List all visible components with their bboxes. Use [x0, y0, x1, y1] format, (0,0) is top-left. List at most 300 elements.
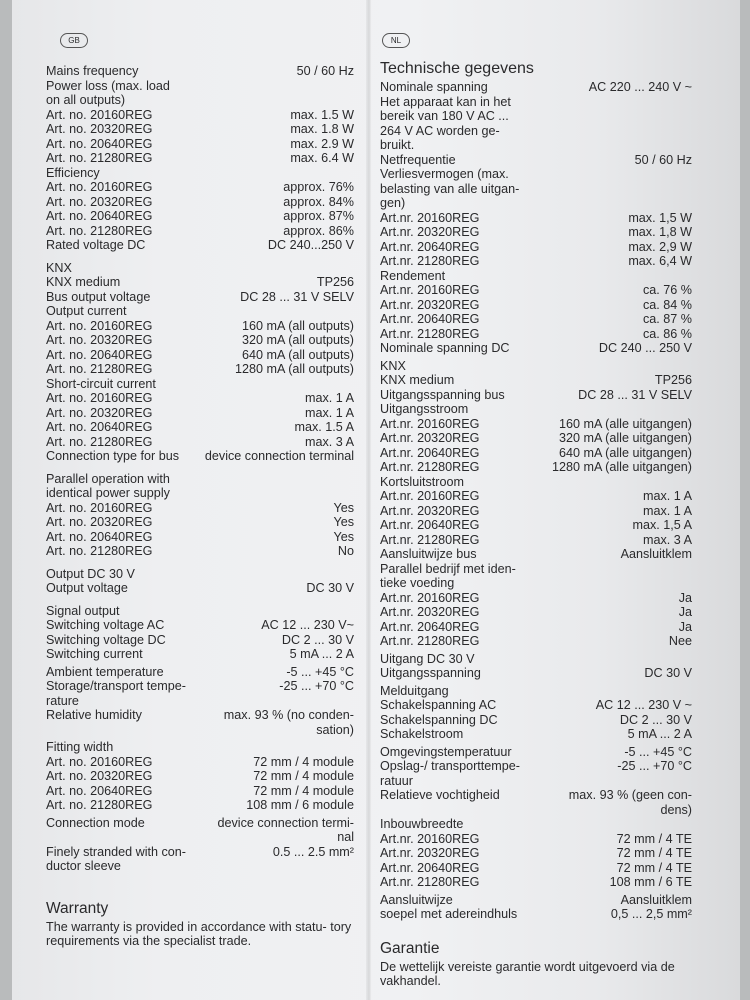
spec-value: max. 1,5 A — [632, 518, 692, 532]
spec-value: max. 1,8 W — [628, 225, 692, 239]
spec-value: max. 6,4 W — [628, 254, 692, 268]
spec-label: Relatieve vochtigheid — [380, 788, 500, 802]
spec-label: Nominale spanning DC — [380, 341, 510, 355]
spec-row — [46, 391, 354, 406]
spec-row — [380, 109, 692, 124]
spec-label: Rated voltage DC — [46, 238, 146, 252]
spec-row — [380, 907, 692, 922]
spec-label: tieke voeding — [380, 576, 455, 590]
spec-label: Switching voltage AC — [46, 618, 165, 632]
spec-row — [380, 846, 692, 861]
spec-value: TP256 — [654, 373, 692, 387]
spec-label: Rendement — [380, 268, 446, 283]
spec-value: 108 mm / 6 TE — [609, 875, 692, 889]
spec-row — [380, 652, 692, 667]
spec-value: DC 2 ... 30 V — [281, 632, 354, 647]
spec-value: dens) — [660, 802, 692, 817]
spec-row — [380, 875, 692, 890]
spec-row — [380, 576, 692, 591]
spec-row — [46, 544, 354, 559]
spec-value: Ja — [678, 590, 692, 605]
spec-value: max. 1 A — [643, 489, 692, 503]
spec-row — [380, 460, 692, 475]
spec-value: DC 2 ... 30 V — [619, 712, 692, 727]
spec-label: Art.nr. 20640REG — [380, 445, 480, 460]
spec-value: 72 mm / 4 TE — [616, 860, 692, 875]
spec-row — [46, 93, 354, 108]
spec-label: Art. no. 21280REG — [46, 434, 153, 449]
page-fold — [366, 0, 372, 1000]
spec-row — [380, 402, 692, 417]
spec-row — [380, 283, 692, 298]
spec-value: max. 1 A — [305, 391, 354, 405]
spec-label: Inbouwbreedte — [380, 817, 464, 831]
spec-row — [380, 373, 692, 388]
spec-label: Art. no. 20160REG — [46, 391, 153, 405]
spec-label: Opslag-/ transporttempe- — [380, 759, 520, 773]
spec-value: max. 1.5 A — [294, 420, 354, 434]
spec-row — [380, 803, 692, 818]
spec-label: Melduitgang — [380, 683, 449, 698]
spec-row — [46, 845, 354, 860]
spec-label: Output DC 30 V — [46, 566, 135, 581]
spec-value: 320 mA (alle uitgangen) — [558, 431, 692, 445]
spec-row — [46, 108, 354, 123]
spec-row — [380, 533, 692, 548]
spec-value: Yes — [333, 529, 354, 544]
spec-label: Omgevingstemperatuur — [380, 744, 512, 759]
spec-value: -25 ... +70 °C — [279, 679, 354, 693]
spec-row — [46, 79, 354, 94]
spec-row — [46, 319, 354, 334]
spec-row — [380, 446, 692, 461]
spec-value: ca. 84 % — [642, 297, 692, 312]
spec-label: Netfrequentie — [380, 152, 456, 167]
spacer — [46, 559, 354, 567]
spec-label: Art.nr. 21280REG — [380, 532, 480, 547]
spec-value: -5 ... +45 °C — [286, 664, 354, 679]
spec-value: max. 1 A — [643, 503, 692, 518]
spec-row — [46, 784, 354, 799]
spec-value: max. 93 % (no conden- — [223, 708, 354, 722]
spec-label: KNX medium — [380, 373, 455, 387]
spec-row — [380, 620, 692, 635]
spec-row — [380, 832, 692, 847]
spec-value: max. 6.4 W — [290, 151, 354, 165]
spec-label: Uitgang DC 30 V — [380, 651, 475, 666]
spec-row — [46, 755, 354, 770]
spec-row — [380, 698, 692, 713]
spec-label: Connection mode — [46, 815, 145, 830]
spec-row — [46, 665, 354, 680]
spec-row — [46, 769, 354, 784]
spec-value: 160 mA (all outputs) — [241, 318, 354, 333]
spec-value: Yes — [333, 515, 354, 529]
spec-row — [46, 618, 354, 633]
spec-label: Art.nr. 20160REG — [380, 489, 480, 503]
spec-value: -5 ... +45 °C — [624, 744, 692, 759]
spec-row — [380, 388, 692, 403]
spec-row — [46, 180, 354, 195]
spec-row — [380, 547, 692, 562]
spec-label: Art.nr. 20160REG — [380, 590, 480, 605]
spec-value: max. 1.8 W — [290, 122, 354, 136]
spec-label: Uitgangsstroom — [380, 402, 469, 416]
spec-label: Connection type for bus — [46, 449, 180, 463]
spec-label: Art.nr. 21280REG — [380, 634, 480, 648]
spec-value: max. 2,9 W — [628, 239, 692, 254]
spec-label: Aansluitwijze bus — [380, 547, 477, 561]
spec-value: approx. 84% — [283, 194, 354, 209]
spec-value: No — [337, 544, 354, 558]
spec-label: Art. no. 21280REG — [46, 223, 153, 238]
spec-label: Art. no. 20320REG — [46, 769, 153, 783]
spec-label: Schakelstroom — [380, 727, 464, 741]
garantie-heading: Garantie — [380, 939, 440, 957]
spec-label: Art. no. 20320REG — [46, 194, 153, 209]
spec-row — [380, 666, 692, 681]
spec-row — [380, 167, 692, 182]
language-badge-nl: NL — [382, 33, 410, 48]
spec-row — [46, 798, 354, 813]
spec-row — [380, 759, 692, 774]
spec-row — [380, 312, 692, 327]
spec-row — [46, 486, 354, 501]
spec-row — [380, 359, 692, 374]
spec-row — [380, 431, 692, 446]
spec-label: Art.nr. 20160REG — [380, 831, 480, 846]
spec-row — [46, 195, 354, 210]
spec-value: DC 30 V — [644, 666, 692, 680]
spec-label: ductor sleeve — [46, 859, 121, 873]
spacer — [46, 464, 354, 472]
spec-row — [46, 348, 354, 363]
spec-row — [46, 209, 354, 224]
spec-value: sation) — [316, 722, 354, 737]
spec-row — [46, 816, 354, 831]
spec-row — [380, 240, 692, 255]
spec-value: 72 mm / 4 module — [253, 783, 354, 798]
spec-row — [46, 501, 354, 516]
spec-label: Art.nr. 20320REG — [380, 431, 480, 445]
document-page — [12, 0, 740, 1000]
spec-value: Aansluitklem — [620, 892, 692, 907]
language-badge-gb: GB — [60, 33, 88, 48]
spec-row — [46, 633, 354, 648]
spec-label: on all outputs) — [46, 93, 126, 107]
spec-label: Kortsluitstroom — [380, 474, 464, 489]
spec-label: Efficiency — [46, 165, 100, 180]
warranty-text: The warranty is provided in accordance with statu- tory requirements via the specialist trade. — [46, 919, 352, 948]
spec-row — [46, 567, 354, 582]
spec-row — [46, 151, 354, 166]
spec-label: Het apparaat kan in het — [380, 94, 511, 109]
spec-label: Art. no. 20640REG — [46, 529, 153, 544]
spec-value: TP256 — [316, 275, 354, 289]
spec-label: Switching voltage DC — [46, 632, 166, 647]
spec-value: ca. 76 % — [642, 283, 692, 297]
spec-label: KNX — [46, 260, 72, 275]
spec-label: ratuur — [380, 773, 413, 788]
spec-label: Art. no. 20160REG — [46, 107, 153, 122]
spec-label: Art. no. 20160REG — [46, 754, 153, 769]
spec-value: Ja — [678, 605, 692, 619]
spec-value: max. 1 A — [305, 405, 354, 420]
spec-value: max. 93 % (geen con- — [568, 788, 692, 802]
spec-label: KNX — [380, 358, 406, 373]
spec-row — [46, 694, 354, 709]
spec-row — [380, 774, 692, 789]
spec-row — [380, 298, 692, 313]
spec-value: 160 mA (alle uitgangen) — [558, 416, 692, 431]
spec-value: Yes — [333, 500, 354, 515]
spec-label: Art. no. 21280REG — [46, 544, 153, 558]
spec-label: Art. no. 20320REG — [46, 333, 153, 347]
spec-row — [46, 708, 354, 723]
spec-value: max. 2.9 W — [290, 136, 354, 151]
spec-label: belasting van alle uitgan- — [380, 181, 520, 196]
spec-label: Art.nr. 21280REG — [380, 460, 480, 474]
spec-value: Nee — [668, 634, 692, 648]
spec-label: Art. no. 21280REG — [46, 151, 153, 165]
spec-row — [380, 417, 692, 432]
spec-row — [46, 472, 354, 487]
spec-value: AC 220 ... 240 V ~ — [588, 80, 692, 94]
spec-label: Uitgangsspanning — [380, 666, 481, 680]
spec-label: Signal output — [46, 603, 120, 618]
spec-row — [380, 562, 692, 577]
spec-label: Schakelspanning AC — [380, 698, 497, 712]
spec-row — [380, 80, 692, 95]
spec-value: max. 3 A — [305, 434, 354, 449]
spec-label: bruikt. — [380, 138, 415, 152]
column-english — [46, 64, 354, 949]
spec-value: 5 mA ... 2 A — [627, 727, 692, 741]
spec-label: Art. no. 20320REG — [46, 515, 153, 529]
spec-label: Nominale spanning — [380, 80, 488, 94]
spec-row — [46, 604, 354, 619]
spec-row — [380, 269, 692, 284]
spec-label: KNX medium — [46, 275, 121, 289]
spec-label: Fitting width — [46, 740, 114, 754]
spec-row — [380, 788, 692, 803]
spec-value: max. 3 A — [643, 532, 692, 547]
spec-value: max. 1,5 W — [628, 210, 692, 225]
spec-row — [46, 420, 354, 435]
spacer — [46, 596, 354, 604]
spec-label: Parallel operation with — [46, 471, 170, 486]
spec-value: Aansluitklem — [620, 547, 692, 561]
spec-row — [46, 64, 354, 79]
spec-row — [46, 166, 354, 181]
spec-label: Art. no. 20640REG — [46, 209, 153, 223]
spec-value: DC 240 ... 250 V — [598, 341, 692, 355]
spec-label: Art.nr. 20640REG — [380, 518, 480, 532]
spec-label: Mains frequency — [46, 64, 139, 78]
spec-value: 640 mA (all outputs) — [241, 347, 354, 362]
spec-row — [380, 518, 692, 533]
spec-label: Ambient temperature — [46, 664, 164, 679]
spec-value: 50 / 60 Hz — [634, 152, 692, 167]
spec-label: Art.nr. 20160REG — [380, 416, 480, 431]
spec-label: Uitgangsspanning bus — [380, 387, 505, 402]
spec-list-english — [46, 64, 354, 874]
spec-row — [380, 745, 692, 760]
spec-row — [380, 713, 692, 728]
spec-row — [380, 138, 692, 153]
spec-label: Art. no. 21280REG — [46, 798, 153, 812]
spec-value: DC 28 ... 31 V SELV — [240, 289, 354, 304]
spec-label: Parallel bedrijf met iden- — [380, 561, 516, 576]
spec-row — [46, 122, 354, 137]
spec-row — [46, 137, 354, 152]
spec-value: AC 12 ... 230 V~ — [261, 618, 354, 632]
spec-row — [46, 377, 354, 392]
spec-label: Art. no. 20640REG — [46, 136, 153, 151]
spec-label: 264 V AC worden ge- — [380, 123, 500, 138]
spec-value: 72 mm / 4 module — [253, 769, 354, 783]
spec-row — [380, 225, 692, 240]
spec-value: max. 1.5 W — [290, 107, 354, 122]
spec-row — [46, 515, 354, 530]
spec-label: Power loss (max. load — [46, 78, 170, 93]
spec-row — [380, 817, 692, 832]
spec-label: Short-circuit current — [46, 376, 156, 391]
spec-row — [46, 304, 354, 319]
spec-row — [46, 261, 354, 276]
spec-value: device connection terminal — [204, 449, 354, 463]
spec-label: Verliesvermogen (max. — [380, 167, 509, 181]
spec-row — [46, 740, 354, 755]
spec-row — [46, 238, 354, 253]
spec-label: Finely stranded with con- — [46, 844, 186, 859]
spec-value: 1280 mA (alle uitgangen) — [551, 460, 692, 474]
spec-row — [380, 504, 692, 519]
spec-value: 0,5 ... 2,5 mm² — [610, 907, 692, 921]
spec-row — [46, 581, 354, 596]
spec-label: Output voltage — [46, 581, 128, 595]
spec-row — [380, 861, 692, 876]
spec-row — [380, 893, 692, 908]
spec-row — [380, 684, 692, 699]
spec-row — [46, 679, 354, 694]
spec-row — [46, 290, 354, 305]
spec-label: Schakelspanning DC — [380, 712, 498, 727]
spec-row — [46, 449, 354, 464]
spec-value: 0.5 ... 2.5 mm² — [272, 844, 354, 859]
spec-value: DC 28 ... 31 V SELV — [578, 387, 692, 402]
spec-value: nal — [337, 830, 354, 844]
spec-row — [380, 124, 692, 139]
spec-label: Art.nr. 20320REG — [380, 846, 480, 860]
spec-value: 50 / 60 Hz — [296, 64, 354, 78]
spec-label: Art.nr. 20160REG — [380, 210, 480, 225]
spec-label: identical power supply — [46, 486, 170, 500]
spec-label: Art.nr. 21280REG — [380, 875, 480, 889]
spec-label: Art. no. 20640REG — [46, 347, 153, 362]
spec-row — [380, 211, 692, 226]
spec-row — [46, 859, 354, 874]
spec-label: soepel met adereindhuls — [380, 907, 518, 921]
spec-value: 5 mA ... 2 A — [289, 647, 354, 661]
spec-value: 72 mm / 4 TE — [616, 846, 692, 860]
spec-label: Art.nr. 21280REG — [380, 254, 480, 268]
spec-label: Art.nr. 20320REG — [380, 503, 480, 518]
spec-row — [380, 254, 692, 269]
spec-row — [380, 605, 692, 620]
spec-label: rature — [46, 693, 79, 708]
spec-row — [46, 362, 354, 377]
spec-value: 320 mA (all outputs) — [241, 333, 354, 347]
spec-row — [380, 327, 692, 342]
spec-label: bereik van 180 V AC ... — [380, 109, 509, 123]
technical-data-heading: Technische gegevens — [380, 60, 534, 77]
spec-label: Art.nr. 20160REG — [380, 283, 480, 297]
spec-label: Switching current — [46, 647, 143, 661]
spec-row — [380, 341, 692, 356]
spec-row — [46, 830, 354, 845]
spec-label: Art. no. 20640REG — [46, 420, 153, 434]
spec-row — [380, 591, 692, 606]
spec-label: Art. no. 20320REG — [46, 122, 153, 136]
spec-row — [46, 224, 354, 239]
spec-row — [46, 435, 354, 450]
spec-list-dutch — [380, 80, 692, 922]
spec-value: 1280 mA (all outputs) — [234, 362, 354, 376]
spec-value: approx. 76% — [283, 180, 354, 194]
spec-label: Bus output voltage — [46, 289, 151, 304]
spec-label: Aansluitwijze — [380, 892, 453, 907]
spec-row — [380, 727, 692, 742]
spec-row — [380, 475, 692, 490]
spec-row — [380, 196, 692, 211]
spec-value: 640 mA (alle uitgangen) — [558, 445, 692, 460]
spec-row — [46, 333, 354, 348]
warranty-heading: Warranty — [46, 899, 109, 917]
spec-label: Art.nr. 20320REG — [380, 225, 480, 239]
spec-value: ca. 87 % — [642, 312, 692, 326]
spec-value: 72 mm / 4 TE — [616, 831, 692, 846]
garantie-text: De wettelijk vereiste garantie wordt uitgevoerd via de vakhandel. — [380, 959, 675, 988]
spec-row — [46, 723, 354, 738]
spec-label: Art. no. 20320REG — [46, 405, 153, 420]
spec-label: Art.nr. 20640REG — [380, 312, 480, 326]
spec-value: 72 mm / 4 module — [253, 754, 354, 769]
spec-label: Storage/transport tempe- — [46, 679, 187, 693]
spec-row — [46, 530, 354, 545]
spec-row — [380, 153, 692, 168]
spec-value: device connection termi- — [217, 815, 354, 830]
spec-label: Art. no. 20160REG — [46, 180, 153, 194]
spec-label: Art. no. 20160REG — [46, 318, 153, 333]
spec-label: Output current — [46, 304, 127, 318]
spec-value: -25 ... +70 °C — [617, 759, 692, 773]
spec-value: approx. 86% — [283, 223, 354, 238]
column-dutch — [380, 60, 692, 989]
spec-value: ca. 86 % — [642, 326, 692, 341]
spec-row — [46, 275, 354, 290]
spec-row — [380, 489, 692, 504]
spec-value: DC 30 V — [306, 581, 354, 595]
spec-label: Art. no. 20160REG — [46, 500, 153, 515]
spec-row — [380, 95, 692, 110]
spec-row — [380, 634, 692, 649]
spec-value: Ja — [678, 619, 692, 634]
spec-label: Art.nr. 20640REG — [380, 860, 480, 875]
spec-label: Art.nr. 20320REG — [380, 297, 480, 312]
spacer — [46, 253, 354, 261]
spec-row — [380, 182, 692, 197]
